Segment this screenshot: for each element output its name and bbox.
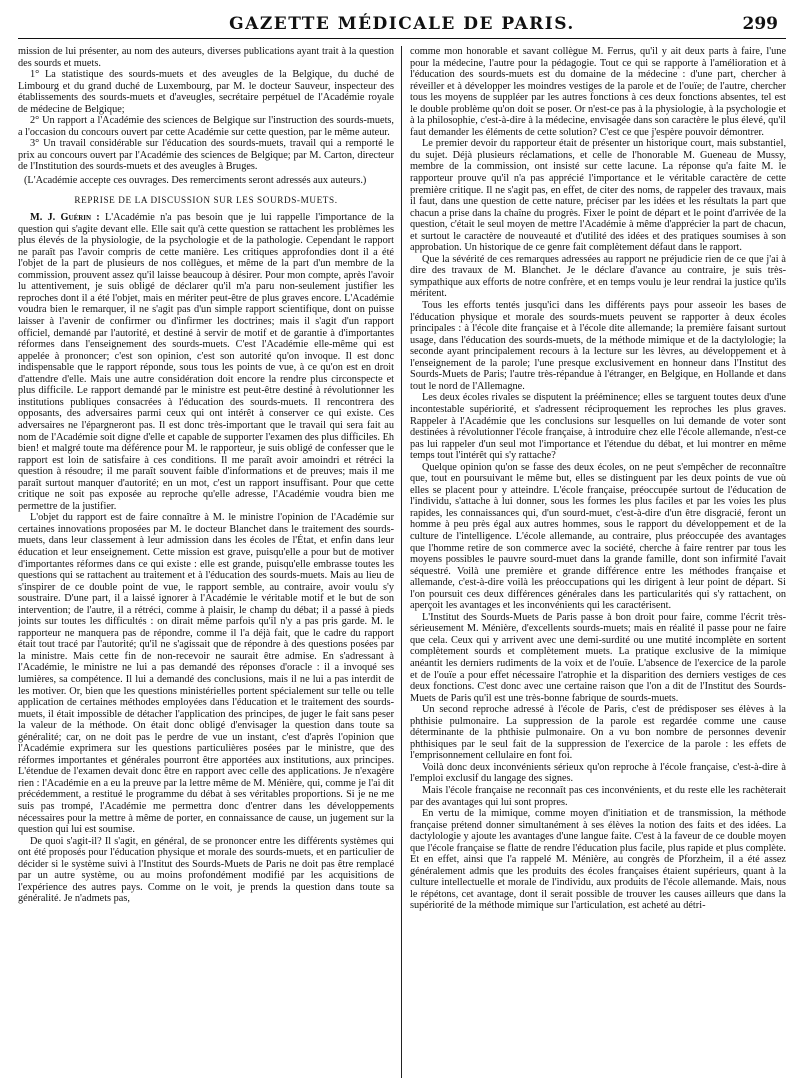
page-number: 299 xyxy=(742,14,778,34)
two-column-body xyxy=(18,46,786,1078)
paragraph-premier-devoir: Le premier devoir du rapporteur était de présenter un historique court, mais substantiel, du sujet. Déjà plusieurs réclamations, et celle de l'honorable M. Gueneau de Mussy, membre de la commission, ont insisté sur cette lacune. La réponse qu'a faite M. le rapporteur prouve qu'il n'a pas apprécié l'importance et le véritable caractère de cette première critique. Il ne s'agit pas, en effet, de citer des noms, de rappeler des travaux, mais il faut, dans une question de cette nature, préciser par les idées et les résultats la part que chacun a prise dans la chaîne du progrès. Fixer le point de départ et le point d'arrivée de la question, c'était le seul moyen de mettre l'Académie à même d'apprécier la part de chacun, et surtout le caractère de nouveauté et d'utilité des idées et des pratiques soumises à son approbation. Un historique de ce genre fait complètement défaut dans le rapport. xyxy=(410,138,787,254)
paragraph-voila: Voilà donc deux inconvénients sérieux qu'on reproche à l'école française, c'est-à-dire à l'emploi exclusif du langage des signes. xyxy=(410,761,787,785)
journal-title: GAZETTE MÉDICALE DE PARIS. xyxy=(229,14,575,34)
section-heading: REPRISE DE LA DISCUSSION SUR LES SOURDS-MUETS. xyxy=(74,194,338,205)
paragraph-guerin-text: L'Académie n'a pas besoin que je lui rappelle l'importance de la question qui s'agite devant elle. Elle sait qu'à cette question se rattachent les problèmes les plus élevés de la physiologie, de la psychologie et de la pathologie. Cependant le rapport ne paraît pas l'avoir compris de cette manière. Les critiques approfondies dont il a été l'objet de la part de plusieurs de nos collègues, et même de la part d'un membre de la commission, prouvent assez qu'il laisse beaucoup à désirer. Pour mon compte, après l'avoir lu attentivement, je suis obligé de déclarer qu'il m'a paru non-seulement justifier les reproches dont il a été l'objet, mais en mériter peut-être de plus graves encore. L'Académie voudra bien le remarquer, il ne s'agit pas d'un simple rapport scientifique, dont on puisse laisser à l'avenir de confirmer ou d'infirmer les doctrines; mais il s'agit d'un rapport officiel, demandé par l'autorité, et destiné à servir de motif et de garantie à d'importantes réformes dans l'enseignement des sourds-muets. C'est l'Académie elle-même qui est appelée à prononcer; c'est son opinion, c'est son autorité qu'on invoque. Il est donc indispensable que le rapport réponde, sous tous les points de vue, à ce qu'on est en droit d'attendre d'elle. Mais une autre considération doit encore la rendre plus circonspecte et plus difficile. Le rapport demandé par le ministre est peut-être destiné à révolutionner les institutions publiques consacrées à l'éducation des sourds-muets. Il rencontrera des opposants, des adversaires parmi ceux qui ont intérêt à conserver ce qui existe. Ces adversaires ne l'épargneront pas. Il est donc très-important que le travail qui sera fait au nom de l'Académie soit digne d'elle et capable de supporter l'examen des plus difficiles. Eh bien! et malgré toute ma déférence pour M. le rapporteur, je suis obligé de confesser que le rapport est loin de satisfaire à ces conditions. Il me paraît avoir amoindri et rétréci la question à résoudre; il me paraît souvent faible d'informations et de preuves; mais il me paraît surtout manquer d'autorité; en un mot, c'est un rapport insuffisant. Pour que cette critique ne soit pas exposée au reproche qu'elle adresse, l'Académie voudra bien me permettre de la justifier. xyxy=(18,212,395,512)
paragraph-intro: mission de lui présenter, au nom des auteurs, diverses publications ayant trait à la question des sourds et muets. xyxy=(18,46,395,69)
paragraph-efforts: Tous les efforts tentés jusqu'ici dans les différents pays pour asseoir les bases de l'éducation physique et morale des sourds-muets peuvent se rapporter à deux écoles principales : à l'école dite française et à l'école dite allemande; la première faisant surtout usage, dans l'éducation des sourds-muets, de la méthode mimique et de la dactylologie; la seconde ayant principalement recours à la lecture sur les lèvres, au développement et à l'enseignement de la parole; l'une presque exclusivement en honneur dans l'Institut des Sourds-Muets de Paris; l'autre très-répandue à l'étranger, en Belgique, en Hollande et dans tout le nord de l'Allemagne. xyxy=(410,300,787,392)
paragraph-de-quoi: De quoi s'agit-il? Il s'agit, en général, de se prononcer entre les différents systèmes qui ont été proposés pour l'éducation physique et morale des sourds-muets, et en particulier de décider si le système suivi à l'Institut des Sourds-Muets de Paris ne doit pas être remplacé par un autre système, ou au moins profondément modifié par les acquisitions de l'expérience des autres pays. Comme on le voit, je prends la question dans toute sa généralité. Je n'admets pas, xyxy=(18,835,395,905)
speaker-name: M. J. Guérin : xyxy=(30,212,100,224)
paragraph-severite: Que la sévérité de ces remarques adressées au rapport ne préjudicie rien de ce que j'ai à dire des travaux de M. Blanchet. Je le déclare d'avance au contraire, je suis très-sympathique aux efforts de notre confrère, et en temps voulu je leur rendrai la justice qu'ils méritent. xyxy=(410,253,787,300)
paragraph-institut: L'Institut des Sourds-Muets de Paris passe à bon droit pour faire, comme l'écrit très-sérieusement M. Ménière, d'excellents sourds-muets; mais en réalité il passe pour ne faire que cela. Ceux qui y arrivent avec une demi-surdité ou une mutité incomplète en sortent complètement sourds et complètement muets. La pratique exclusive de la mimique anéantit les derniers rudiments de la voix et de l'ouïe. L'absence de l'exercice de la parole et de l'ouïe a pour effet nécessaire l'atrophie et la disparition des derniers vestiges de ces deux fonctions. C'est donc avec une certaine raison que l'on a dit de l'Institut des Sourds-Muets de Paris qu'il est une très-bonne fabrique de sourds-muets. xyxy=(410,611,787,704)
paragraph-objet: L'objet du rapport est de faire connaître à M. le ministre l'opinion de l'Académie sur certaines innovations proposées par M. le docteur Blanchet dans le traitement des sourds-muets, dans leur classement à leur admission dans les écoles de l'État, et enfin dans leur éducation et leur enseignement. Cette mission est grave, puisqu'elle a pour but de motiver d'importantes réformes dans ce qui existe : elle est grande, puisqu'elle embrasse toutes les questions qui se rattachent au traitement et à l'éducation des sourds-muets. Mais au lieu de s'inspirer de ce double point de vue, le rapport semble, au contraire, avoir voulu s'y soustraire. D'une part, il a laissé ignorer à l'Académie le véritable motif et le but de son intervention; de l'autre, il a rétréci, comme à plaisir, le champ du débat; il a passé à pieds joints sur toutes les difficultés : on dirait même parfois qu'il n'y a pas pris garde. M. le rapporteur ne manquera pas de répondre, comme il l'a déjà fait, que le cadre du rapport était tout tracé par l'autorité; qu'il ne s'agissait que de répondre à des questions posées par la ministre. Mais cette fin de non-recevoir ne saurait être admise. En s'adressant à l'Académie, le ministre ne lui a pas demandé des réponses d'oracle : il a invoqué ses lumières, sa compétence. Il lui a demandé des conclusions, mais il ne lui a pas interdit de les motiver. Or, bien que les questions ministérielles portent spécialement sur telle ou telle application de certaines méthodes employées dans l'éducation et le traitement des sourds-muets, il était impossible de détacher l'application des principes, de juger le fait sans peser la valeur de la méthode. On était donc obligé d'envisager la question dans toute sa généralité; car, on ne doit pas le perdre de vue un instant, c'est d'après l'opinion que l'Académie exprimera sur les questions particulières posées par le ministre, que des réformes importantes et générales pourront être apportées aux institutions, aux principes. L'étendue de l'examen devait donc être en rapport avec celle des applications. Je n'exagère rien : l'Académie en a eu la preuve par la lettre même de M. Ménière, qui, comme je l'ai dit précédemment, a restitué le programme du débat à ses véritables proportions. Si je ne me suis pas trompé, l'Académie me permettra donc d'entrer dans les développements nécessaires pour la mettre à même de porter, en connaissance de cause, un jugement sur la question qui lui est soumise. xyxy=(18,512,395,836)
page-header xyxy=(18,14,786,39)
paragraph-mais: Mais l'école française ne reconnaît pas ces inconvénients, et du reste elle les rachèterait par des avantages qui lui sont propres. xyxy=(410,785,787,808)
list-item-travail: 3° Un travail considérable sur l'éducation des sourds-muets, travail qui a remporté le prix au concours ouvert par l'Académie des sciences de Belgique; par M. Carton, directeur de l'Institution des sourds-muets et des aveugles à Bruges. xyxy=(18,138,395,173)
academy-notice: (L'Académie accepte ces ouvrages. Des remerciments seront adressés aux auteurs.) xyxy=(24,175,367,187)
column-divider xyxy=(401,46,402,1078)
paragraph-opinion: Quelque opinion qu'on se fasse des deux écoles, on ne peut s'empêcher de reconnaître que, tout en poursuivant le même but, elles se distinguent par les deux points de vue où elles se placent pour y atteindre. L'école française, préoccupée surtout de l'éducation de l'individu, s'attache à lui donner, sous les formes les plus faciles et par les voies les plus rapides, les connaissances qui, d'un sourd-muet, c'est-à-dire d'un être disgracié, feront un homme à peu près égal aux autres hommes, sous le rapport du développement et de la culture de l'intelligence. L'école allemande, au contraire, plus préoccupée des avantages que l'homme retire de son commerce avec la société, cherche à faire rentrer par tous les moyens possibles le pauvre sourd-muet dans la grande famille, dont son infirmité l'avait séquestré. Voilà une première et grande différence entre les méthodes française et allemande, c'est-à-dire voilà les préoccupations qui les dirigent à leur point de départ. Si l'on poursuit ces deux différences générales dans les particularités qui s'y rattachent, on aperçoit les avantages et les inconvénients qui les caractérisent. xyxy=(410,461,787,612)
paragraph-vertu: En vertu de la mimique, comme moyen d'initiation et de transmission, la méthode française prétend donner simultanément à ses élèves la notion des faits et des idées. La dactylologie y ajoute les avantages d'une langue faite. C'est à la faveur de ce double moyen que l'école française se flatte de rendre l'éducation plus facile, plus rapide et plus complète. Et en effet, ainsi que l'a rappelé M. Ménière, au congrès de Pforzheim, il a été assez généralement admis que les produits des écoles françaises étaient supérieurs, quant à la culture intellectuelle et morale de l'individu, aux produits de l'école allemande. Mais, nous le répétons, cet avantage, dont il serait possible de trouver les causes ailleurs que dans la supériorité de la méthode mimique sur l'articulation, est acheté au détri- xyxy=(410,808,787,912)
paragraph-continuation: comme mon honorable et savant collègue M. Ferrus, qu'il y ait deux parts à faire, l'une pour la médecine, l'autre pour la pédagogie. Tout ce qui se rapporte à l'amélioration et à l'éducation des sourds-muets est du domaine de la médecine : d'une part, chercher à réveiller et à développer les moindres vestiges de la parole et de l'ouïe; de l'autre, chercher tous les moyens de suppléer par les autres fonctions à ces deux fonctions absentes, tel est le double problème qu'on doit se poser. Or n'est-ce pas à la physiologie, à la psychologie et à la philosophie, c'est-à-dire à la médecine, envisagée dans son caractère le plus élevé, qu'il faut demander les éléments de cette solution? C'est ce que j'espère pouvoir démontrer. xyxy=(410,46,787,138)
list-item-rapport: 2° Un rapport a l'Académie des sciences de Belgique sur l'instruction des sourds-muets, a l'occasion du concours ouvert par cette Académie sur cette question, par le même auteur. xyxy=(18,115,395,138)
list-item-statistique: 1° La statistique des sourds-muets et des aveugles de la Belgique, du duché de Limbourg et du grand duché de Luxembourg, par M. le docteur Sauveur, inspecteur des établissements des sourds-muets et d'aveugles, secrétaire perpétuel de l'Académie royale de médecine de Belgique; xyxy=(18,69,395,115)
left-column xyxy=(18,46,400,1078)
paragraph-second-reproche: Un second reproche adressé à l'école de Paris, c'est de prédisposer ses élèves à la phthisie pulmonaire. La suppression de la parole est regardée comme une cause déterminante de la phthisie pulmonaire. On a vu bon nombre de personnes devenir phthisiques par le seul fait de la suppression de l'exercice de la parole : les effets de l'emprisonnement cellulaire en font foi. xyxy=(410,704,787,762)
right-column xyxy=(403,46,786,1078)
paragraph-guerin xyxy=(18,212,394,512)
paragraph-deux-ecoles: Les deux écoles rivales se disputent la prééminence; elles se targuent toutes deux d'une incontestable supériorité, et s'adressent réciproquement les reproches les plus graves. Rappeler à l'Académie que les conclusions sur lesquelles on lui demande de voter sont destinées à révolutionner l'école française, à introduire chez elle l'école allemande, n'est-ce pas lui rappeler d'un seul mot l'importance et l'étendue du débat, et lui montrer en même temps tout l'intérêt qui s'y rattache? xyxy=(410,392,787,462)
